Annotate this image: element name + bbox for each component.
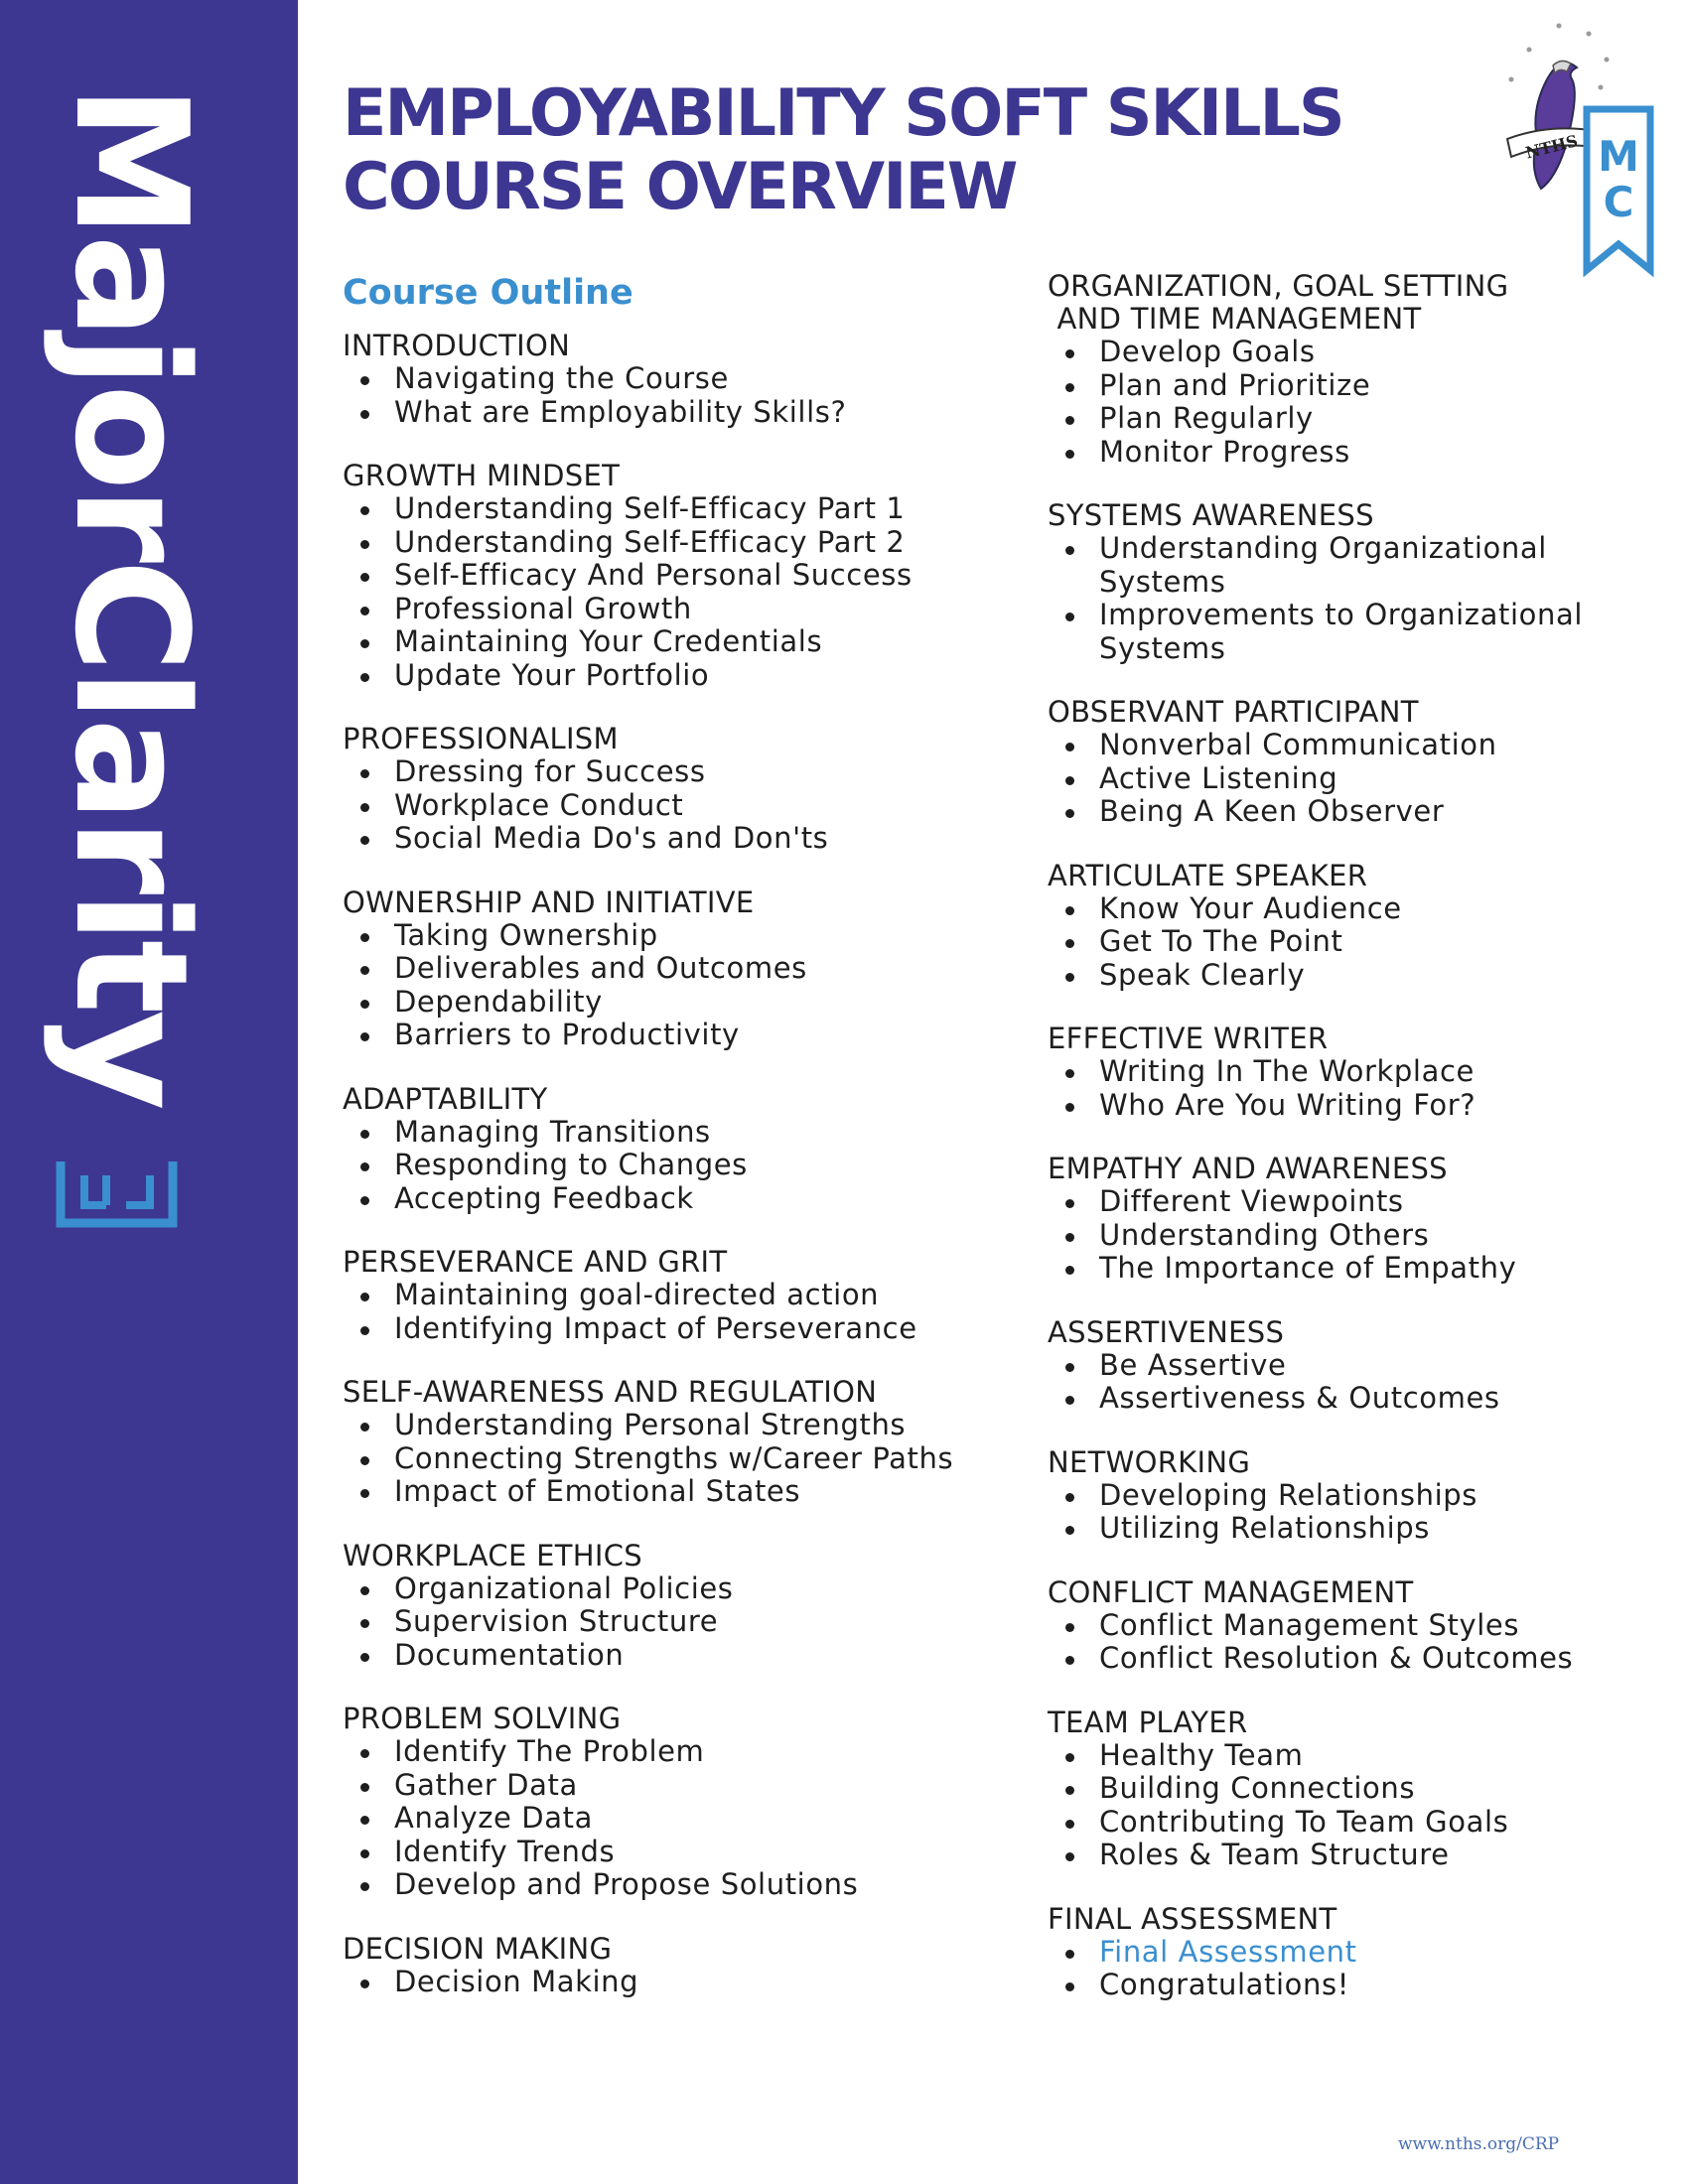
lesson-item: Responding to Changes [343,1149,958,1182]
section-item-list [1048,1185,1643,1286]
section-item-list [1048,1349,1643,1416]
outline-section [343,1246,958,1345]
lesson-item: Being A Keen Observer [1048,795,1643,829]
outline-section [1048,1316,1643,1416]
course-outline-heading: Course Outline [343,273,633,313]
lesson-item: Deliverables and Outcomes [343,952,958,986]
outline-section [343,1376,958,1509]
section-title: EMPATHY AND AWARENESS [1048,1152,1448,1185]
outline-section [343,1703,958,1902]
lesson-item: Who Are You Writing For? [1048,1089,1643,1123]
section-item-list [343,919,958,1052]
section-title: GROWTH MINDSET [343,459,621,492]
outline-section [343,460,958,692]
lesson-item: Congratulations! [1048,1969,1643,2002]
lesson-item: Identifying Impact of Perseverance [343,1312,958,1346]
brand-wordmark: MajorClarity [41,84,221,1107]
section-title: WORKPLACE ETHICS [343,1538,642,1572]
section-item-list [343,1735,958,1902]
lesson-item: Get To The Point [1048,925,1643,959]
lesson-item: Developing Relationships [1048,1479,1643,1513]
lesson-item: Decision Making [343,1966,958,1999]
page-title-line1: EMPLOYABILITY SOFT SKILLS [343,76,1343,151]
section-title: ASSERTIVENESS [1048,1314,1285,1349]
section-title: OWNERSHIP AND INITIATIVE [343,885,755,919]
outline-section [343,1540,958,1673]
lesson-item: Plan and Prioritize [1048,369,1643,403]
lesson-item: Nonverbal Communication [1048,729,1643,762]
outline-section [1048,1446,1643,1546]
lesson-item: Analyze Data [343,1802,958,1836]
lesson-item: Managing Transitions [343,1116,958,1150]
section-title: PERSEVERANCE AND GRIT [343,1245,728,1279]
lesson-item: Improvements to Organizational Systems [1048,599,1643,665]
lesson-item: Gather Data [343,1769,958,1803]
lesson-item: Professional Growth [343,593,958,626]
logo-badge-text-m: M [1598,132,1639,181]
outline-section [343,1083,958,1216]
section-title: OBSERVANT PARTICIPANT [1048,695,1419,729]
lesson-item: Understanding Self-Efficacy Part 2 [343,526,958,560]
outline-right-column [1048,270,1643,2033]
outline-section [1048,1576,1643,1676]
lesson-item: Conflict Management Styles [1048,1609,1643,1643]
lesson-item: Contributing To Team Goals [1048,1806,1643,1840]
lesson-link[interactable]: Final Assessment [1048,1936,1643,1970]
outline-section [343,723,958,856]
section-title: TEAM PLAYER [1048,1705,1248,1739]
outline-section [1048,1153,1643,1286]
brand-mark-icon [55,1154,179,1229]
lesson-item: Barriers to Productivity [343,1019,958,1052]
outline-section [1048,860,1643,993]
lesson-item: Supervision Structure [343,1605,958,1639]
lesson-item: Documentation [343,1639,958,1673]
lesson-item: Identify Trends [343,1836,958,1869]
section-title: INTRODUCTION [343,329,571,362]
lesson-item: Different Viewpoints [1048,1185,1643,1219]
section-item-list [1048,1936,1643,2002]
page-title [343,77,1343,224]
lesson-item: What are Employability Skills? [343,396,958,430]
section-title: DECISION MAKING [343,1931,613,1966]
section-title: ARTICULATE SPEAKER [1048,858,1368,892]
lesson-item: Understanding Personal Strengths [343,1409,958,1442]
lesson-item: Be Assertive [1048,1349,1643,1383]
lesson-item: Utilizing Relationships [1048,1512,1643,1546]
lesson-item: Dressing for Success [343,755,958,789]
lesson-item: Social Media Do's and Don'ts [343,822,958,856]
section-item-list [343,1279,958,1345]
lesson-item: Active Listening [1048,762,1643,796]
section-title: PROBLEM SOLVING [343,1702,622,1735]
lesson-item: Monitor Progress [1048,436,1643,470]
footer-url-link[interactable]: www.nths.org/CRP [1398,2134,1560,2154]
lesson-item: Navigating the Course [343,362,958,396]
lesson-item: Understanding Others [1048,1219,1643,1253]
page-title-line2: COURSE OVERVIEW [343,150,1017,224]
lesson-item: The Importance of Empathy [1048,1252,1643,1286]
lesson-item: Building Connections [1048,1772,1643,1806]
section-title: ORGANIZATION, GOAL SETTING AND TIME MANAGEMENT [1048,269,1509,336]
section-item-list [1048,892,1643,993]
section-item-list [1048,729,1643,829]
lesson-item: Self-Efficacy And Personal Success [343,559,958,593]
lesson-item: Identify The Problem [343,1735,958,1769]
lesson-item: Roles & Team Structure [1048,1839,1643,1872]
lesson-item: Healthy Team [1048,1739,1643,1773]
section-item-list [343,1116,958,1216]
outline-section [1048,1706,1643,1872]
lesson-item: Know Your Audience [1048,892,1643,926]
section-item-list [1048,1055,1643,1122]
lesson-item: Understanding Organizational Systems [1048,532,1643,599]
outline-section [343,887,958,1052]
lesson-item: Conflict Resolution & Outcomes [1048,1642,1643,1676]
logo-seal-text: NTHS [1523,131,1580,163]
lesson-item: Connecting Strengths w/Career Paths [343,1442,958,1476]
lesson-item: Accepting Feedback [343,1182,958,1216]
section-title: EFFECTIVE WRITER [1048,1022,1329,1055]
lesson-item: Understanding Self-Efficacy Part 1 [343,492,958,526]
outline-section [1048,270,1643,469]
lesson-item: Update Your Portfolio [343,659,958,693]
section-item-list [343,362,958,429]
nths-mc-logo-icon [1489,20,1658,278]
lesson-item: Maintaining Your Credentials [343,625,958,659]
section-item-list [343,1966,958,1999]
outline-section [1048,499,1643,665]
section-item-list [343,1572,958,1673]
section-title: PROFESSIONALISM [343,722,619,755]
section-item-list [1048,532,1643,665]
section-title: ADAPTABILITY [343,1081,548,1116]
section-item-list [1048,1479,1643,1546]
outline-section [1048,696,1643,829]
brand-sidebar [0,0,298,2184]
section-title: NETWORKING [1048,1444,1251,1479]
lesson-item: Maintaining goal-directed action [343,1279,958,1312]
section-title: CONFLICT MANAGEMENT [1048,1574,1414,1609]
section-title: SELF-AWARENESS AND REGULATION [343,1375,878,1409]
section-title: FINAL ASSESSMENT [1048,1901,1337,1936]
lesson-item: Assertiveness & Outcomes [1048,1382,1643,1416]
section-item-list [343,492,958,692]
lesson-item: Dependability [343,986,958,1020]
logo-badge-text-c: C [1603,178,1634,226]
lesson-item: Speak Clearly [1048,959,1643,993]
lesson-item: Taking Ownership [343,919,958,953]
lesson-item: Develop and Propose Solutions [343,1868,958,1902]
outline-section [1048,1903,1643,2002]
section-item-list [343,755,958,856]
lesson-item: Develop Goals [1048,336,1643,369]
section-title: SYSTEMS AWARENESS [1048,498,1374,532]
section-item-list [1048,336,1643,469]
lesson-item: Workplace Conduct [343,789,958,823]
section-item-list [1048,1739,1643,1872]
lesson-item: Writing In The Workplace [1048,1055,1643,1089]
outline-left-column [343,330,958,2029]
lesson-item: Plan Regularly [1048,402,1643,436]
section-item-list [343,1409,958,1509]
section-item-list [1048,1609,1643,1676]
lesson-item: Impact of Emotional States [343,1475,958,1509]
outline-section [1048,1023,1643,1122]
outline-section [343,330,958,429]
outline-section [343,1933,958,1999]
lesson-item: Organizational Policies [343,1572,958,1606]
